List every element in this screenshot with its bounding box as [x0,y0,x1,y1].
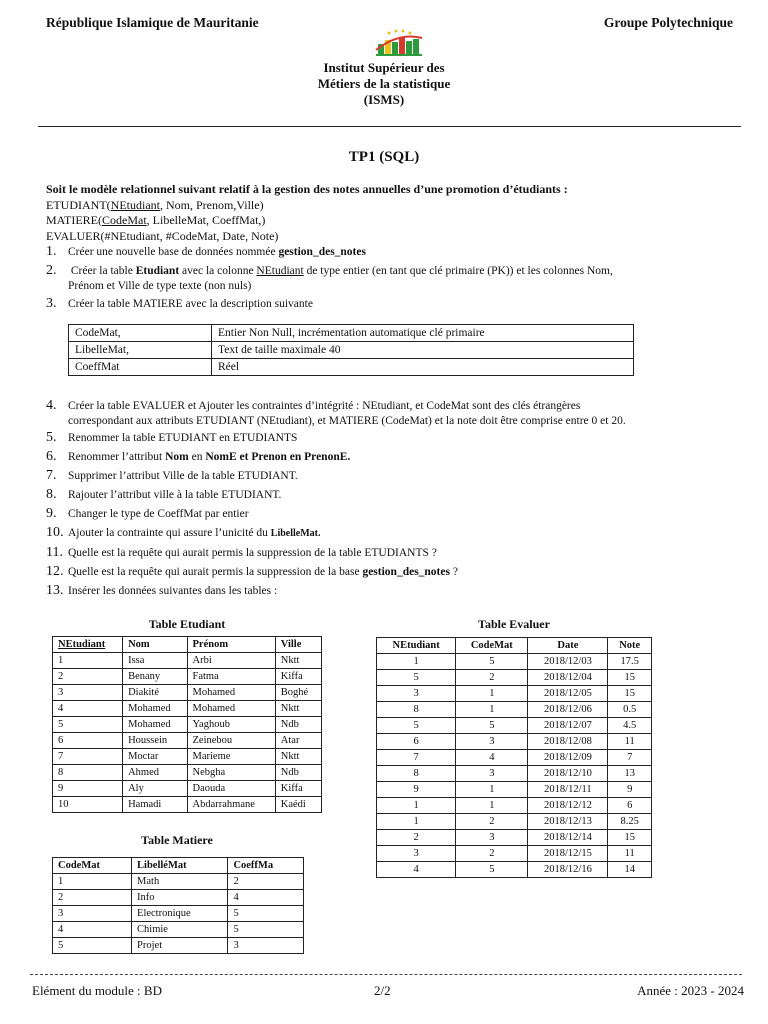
question-text: Quelle est la requête qui aurait permis la suppression de la table ETUDIANTS ? [68,547,437,559]
table-cell: 5 [228,906,304,922]
table-cell: 13 [608,766,652,782]
table-cell: 1 [456,798,528,814]
table-cell: Mohamed [187,685,275,701]
table-row [69,325,634,342]
table-cell: 4.5 [608,718,652,734]
table-cell: 5 [456,862,528,878]
table-row [53,922,304,938]
table-cell: Nktt [275,749,321,765]
question-10 [46,525,321,541]
table-cell: 15 [608,686,652,702]
question-4-line-2: correspondant aux attributs ETUDIANT (NEtudiant), et MATIERE (CodeMat) et la note doit être comprise entre 0 et 20. [68,415,626,427]
table-row [53,938,304,954]
table-cell: 5 [456,718,528,734]
question-text: Rajouter l’attribut ville à la table ETUDIANT. [68,489,282,501]
table-cell: 15 [608,830,652,846]
question-text: ? [449,566,458,578]
question-bold: gestion_des_notes [278,246,366,258]
table-row [53,765,322,781]
schema-evaluer: EVALUER(#NEtudiant, #CodeMat, Date, Note) [46,228,279,243]
table-row [53,874,304,890]
table-row [53,906,304,922]
question-bold: Nom [165,451,189,463]
table-cell: 1 [377,814,456,830]
table-cell: 6 [608,798,652,814]
column-header: Ville [275,637,321,653]
table-cell: 2018/12/12 [528,798,608,814]
table-cell: 4 [53,922,132,938]
table-evaluer-caption: Table Evaluer [478,617,550,631]
table-cell: Arbi [187,653,275,669]
table-cell: 8 [377,702,456,718]
table-cell: 1 [456,702,528,718]
table-cell: 15 [608,670,652,686]
table-cell: Yaghoub [187,717,275,733]
page-title: TP1 (SQL) [348,149,420,165]
table-cell: 5 [456,654,528,670]
question-number: 7. [46,468,57,483]
table-cell: 2018/12/15 [528,846,608,862]
table-row [53,733,322,749]
table-cell: Zeinebou [187,733,275,749]
table-cell: 8.25 [608,814,652,830]
table-cell: CoeffMat [69,359,212,376]
schema-matiere-key: CodeMat [102,213,147,227]
table-cell: 5 [53,938,132,954]
question-2 [46,263,746,294]
table-header-row [53,637,322,653]
table-cell: Issa [123,653,187,669]
table-evaluer-body [377,654,652,878]
table-row [53,717,322,733]
table-row [377,798,652,814]
table-cell: 2018/12/06 [528,702,608,718]
table-cell: 2018/12/05 [528,686,608,702]
question-7 [46,468,298,484]
footer-year: Année : 2023 - 2024 [637,983,744,998]
header-country: République Islamique de Mauritanie [46,15,259,30]
question-text: Ajouter la contrainte qui assure l’unicité du [68,527,271,539]
table-row [377,766,652,782]
question-1 [46,244,366,260]
table-cell: 4 [53,701,123,717]
table-cell: Ahmed [123,765,187,781]
question-number: 13. [46,583,64,598]
column-header: Date [528,638,608,654]
table-cell: 6 [377,734,456,750]
table-cell: Info [132,890,228,906]
table-row [53,749,322,765]
table-cell: 8 [53,765,123,781]
table-cell: 2 [53,890,132,906]
table-cell: 1 [53,874,132,890]
table-cell: Nktt [275,653,321,669]
table-header-row [53,858,304,874]
table-cell: 1 [377,798,456,814]
table-cell: 7 [377,750,456,766]
table-row [377,862,652,878]
table-cell: Réel [212,359,634,376]
table-row [377,718,652,734]
table-row [377,814,652,830]
table-row [377,702,652,718]
question-text: Insérer les données suivantes dans les tables : [68,585,278,597]
table-row [53,781,322,797]
question-number: 5. [46,430,57,445]
table-cell: Atar [275,733,321,749]
table-row [377,686,652,702]
question-number: 12. [46,564,64,579]
table-cell: 1 [456,782,528,798]
table-cell: Entier Non Null, incrémentation automatique clé primaire [212,325,634,342]
table-cell: 9 [608,782,652,798]
table-cell: Chimie [132,922,228,938]
table-cell: Math [132,874,228,890]
table-cell: Daouda [187,781,275,797]
question-2-line-2: Prénom et Ville de type texte (non nuls) [68,280,252,292]
table-matiere-body [53,874,304,954]
column-header: CodeMat [53,858,132,874]
table-cell: Projet [132,938,228,954]
header-divider [38,126,741,127]
table-cell: 2018/12/16 [528,862,608,878]
table-cell: 2018/12/14 [528,830,608,846]
footer-divider [30,974,742,975]
table-row [377,750,652,766]
question-text: de type entier (en tant que clé primaire (PK)) et les colonnes Nom, [303,265,613,277]
table-cell: 3 [53,906,132,922]
question-text: Créer une nouvelle base de données nommée [68,246,279,258]
table-cell: Text de taille maximale 40 [212,342,634,359]
table-cell: Nebgha [187,765,275,781]
table-cell: 11 [608,734,652,750]
table-cell: 4 [377,862,456,878]
table-row [53,797,322,813]
column-header: Note [608,638,652,654]
question-text: Renommer la table ETUDIANT en ETUDIANTS [68,432,298,444]
table-row [377,670,652,686]
table-row [53,701,322,717]
table-row [53,653,322,669]
table-cell: Electronique [132,906,228,922]
table-cell: 0.5 [608,702,652,718]
column-header: CodeMat [456,638,528,654]
table-cell: 2 [456,814,528,830]
column-header: NEtudiant [377,638,456,654]
table-cell: 9 [53,781,123,797]
question-text: Créer la table [68,265,136,277]
table-cell: 17.5 [608,654,652,670]
question-bold: gestion_des_notes [362,566,450,578]
table-cell: 2018/12/10 [528,766,608,782]
table-row [69,359,634,376]
table-cell: 3 [377,846,456,862]
table-cell: Mohamed [123,717,187,733]
question-number: 8. [46,487,57,502]
table-matiere-caption: Table Matiere [141,833,213,847]
question-text: Créer la table MATIERE avec la description suivante [68,298,313,310]
question-4 [46,398,746,429]
institute-line-1: Institut Supérieur des [323,60,445,75]
schema-matiere-pre: MATIERE( [46,213,102,227]
table-row [53,685,322,701]
table-cell: 14 [608,862,652,878]
table-cell: 5 [377,718,456,734]
table-cell: 2018/12/07 [528,718,608,734]
table-cell: Aly [123,781,187,797]
table-cell: 8 [377,766,456,782]
question-number: 1. [46,244,57,259]
isms-logo [372,28,426,58]
table-cell: Fatma [187,669,275,685]
column-header: Prénom [187,637,275,653]
question-text: Supprimer l’attribut Ville de la table ETUDIANT. [68,470,298,482]
table-row [377,782,652,798]
question-number: 11. [46,545,63,560]
column-header: Nom [123,637,187,653]
schema-matiere-post: , LibelleMat, CoeffMat,) [146,213,266,227]
question-text: Quelle est la requête qui aurait permis la suppression de la base [68,566,363,578]
question-8 [46,487,281,503]
table-etudiant-caption: Table Etudiant [148,617,226,631]
question-underline: NEtudiant [256,265,304,277]
intro-lead: Soit le modèle relationnel suivant relatif à la gestion des notes annuelles d’une promotion d’étudiants : [46,182,568,196]
table-cell: Moctar [123,749,187,765]
schema-etudiant-key: NEtudiant [110,197,160,212]
table-row [377,734,652,750]
table-matiere [52,857,304,954]
question-13 [46,583,277,599]
table-row [69,342,634,359]
table-row [377,846,652,862]
question-number: 9. [46,506,57,521]
question-number: 2. [46,263,57,278]
table-cell: 7 [53,749,123,765]
question-text: Renommer l’attribut [68,451,166,463]
table-cell: 1 [456,686,528,702]
table-cell: Mohamed [123,701,187,717]
table-cell: 2018/12/04 [528,670,608,686]
table-cell: Ndb [275,765,321,781]
table-cell: Kiffa [275,669,321,685]
table-cell: 2018/12/03 [528,654,608,670]
table-cell: 3 [228,938,304,954]
question-text: Changer le type de CoeffMat par entier [68,508,249,520]
table-cell: 2018/12/08 [528,734,608,750]
question-11 [46,545,437,561]
question-number: 10. [46,525,64,540]
table-row [53,890,304,906]
table-cell: 2018/12/13 [528,814,608,830]
table-cell: 7 [608,750,652,766]
question-12 [46,564,458,580]
table-cell: Houssein [123,733,187,749]
question-6 [46,449,350,465]
table-cell: 2018/12/09 [528,750,608,766]
table-cell: 4 [228,890,304,906]
table-etudiant-body [53,653,322,813]
question-bold: LibelleMat. [270,528,321,539]
question-text: Créer la table EVALUER et Ajouter les contraintes d’intégrité : NEtudiant, et CodeMat sont des clés étrangères [68,400,581,412]
table-cell: 2 [456,670,528,686]
column-header: LibelléMat [132,858,228,874]
table-cell: 3 [53,685,123,701]
institute-line-2: Métiers de la statistique [317,76,451,91]
table-cell: 3 [456,766,528,782]
table-cell: Boghé [275,685,321,701]
schema-etudiant-pre: ETUDIANT( [46,197,111,212]
table-cell: 2018/12/11 [528,782,608,798]
table-cell: Ndb [275,717,321,733]
table-cell: Kiffa [275,781,321,797]
table-cell: 5 [228,922,304,938]
table-cell: Benany [123,669,187,685]
table-cell: 9 [377,782,456,798]
table-cell: 10 [53,797,123,813]
table-cell: Marieme [187,749,275,765]
table-cell: 1 [53,653,123,669]
question-number: 4. [46,398,57,413]
table-row [377,830,652,846]
table-cell: Hamadi [123,797,187,813]
table-cell: 4 [456,750,528,766]
table-row [53,669,322,685]
table-cell: 11 [608,846,652,862]
table-cell: 3 [377,686,456,702]
schema-etudiant [46,198,568,214]
question-5 [46,430,297,446]
schema-etudiant-post: , Nom, Prenom,Ville) [159,197,264,212]
table-cell: 2 [228,874,304,890]
table-cell: Diakité [123,685,187,701]
question-number: 3. [46,296,57,311]
table-cell: 2 [456,846,528,862]
footer-module: Elément du module : BD [32,983,162,998]
table-cell: 6 [53,733,123,749]
table-cell: LibelleMat, [69,342,212,359]
table-cell: 2 [377,830,456,846]
table-evaluer [376,637,652,878]
column-header: NEtudiant [53,637,123,653]
question-bold: Etudiant [135,265,180,277]
table-cell: Abdarrahmane [187,797,275,813]
schema-matiere [46,213,568,229]
institute-line-3: (ISMS) [363,92,405,107]
question-bold: NomE et Prenon en PrenonE. [205,451,351,463]
table-etudiant [52,636,322,813]
column-header: CoeffMa [228,858,304,874]
intro-block [46,182,568,244]
question-text: avec la colonne [179,265,257,277]
footer-page-number: 2/2 [374,983,391,998]
table-cell: Kaédi [275,797,321,813]
table-cell: Nktt [275,701,321,717]
header-group: Groupe Polytechnique [603,15,733,30]
table-cell: Mohamed [187,701,275,717]
question-number: 6. [46,449,57,464]
table-cell: 2 [53,669,123,685]
table-cell: 3 [456,830,528,846]
table-header-row [377,638,652,654]
question-9 [46,506,249,522]
institute-name [284,60,484,108]
matiere-description-table [68,324,634,376]
table-row [377,654,652,670]
table-cell: 5 [377,670,456,686]
question-3 [46,296,313,312]
table-cell: 3 [456,734,528,750]
table-cell: CodeMat, [69,325,212,342]
table-cell: 1 [377,654,456,670]
question-text: en [188,451,206,463]
table-cell: 5 [53,717,123,733]
